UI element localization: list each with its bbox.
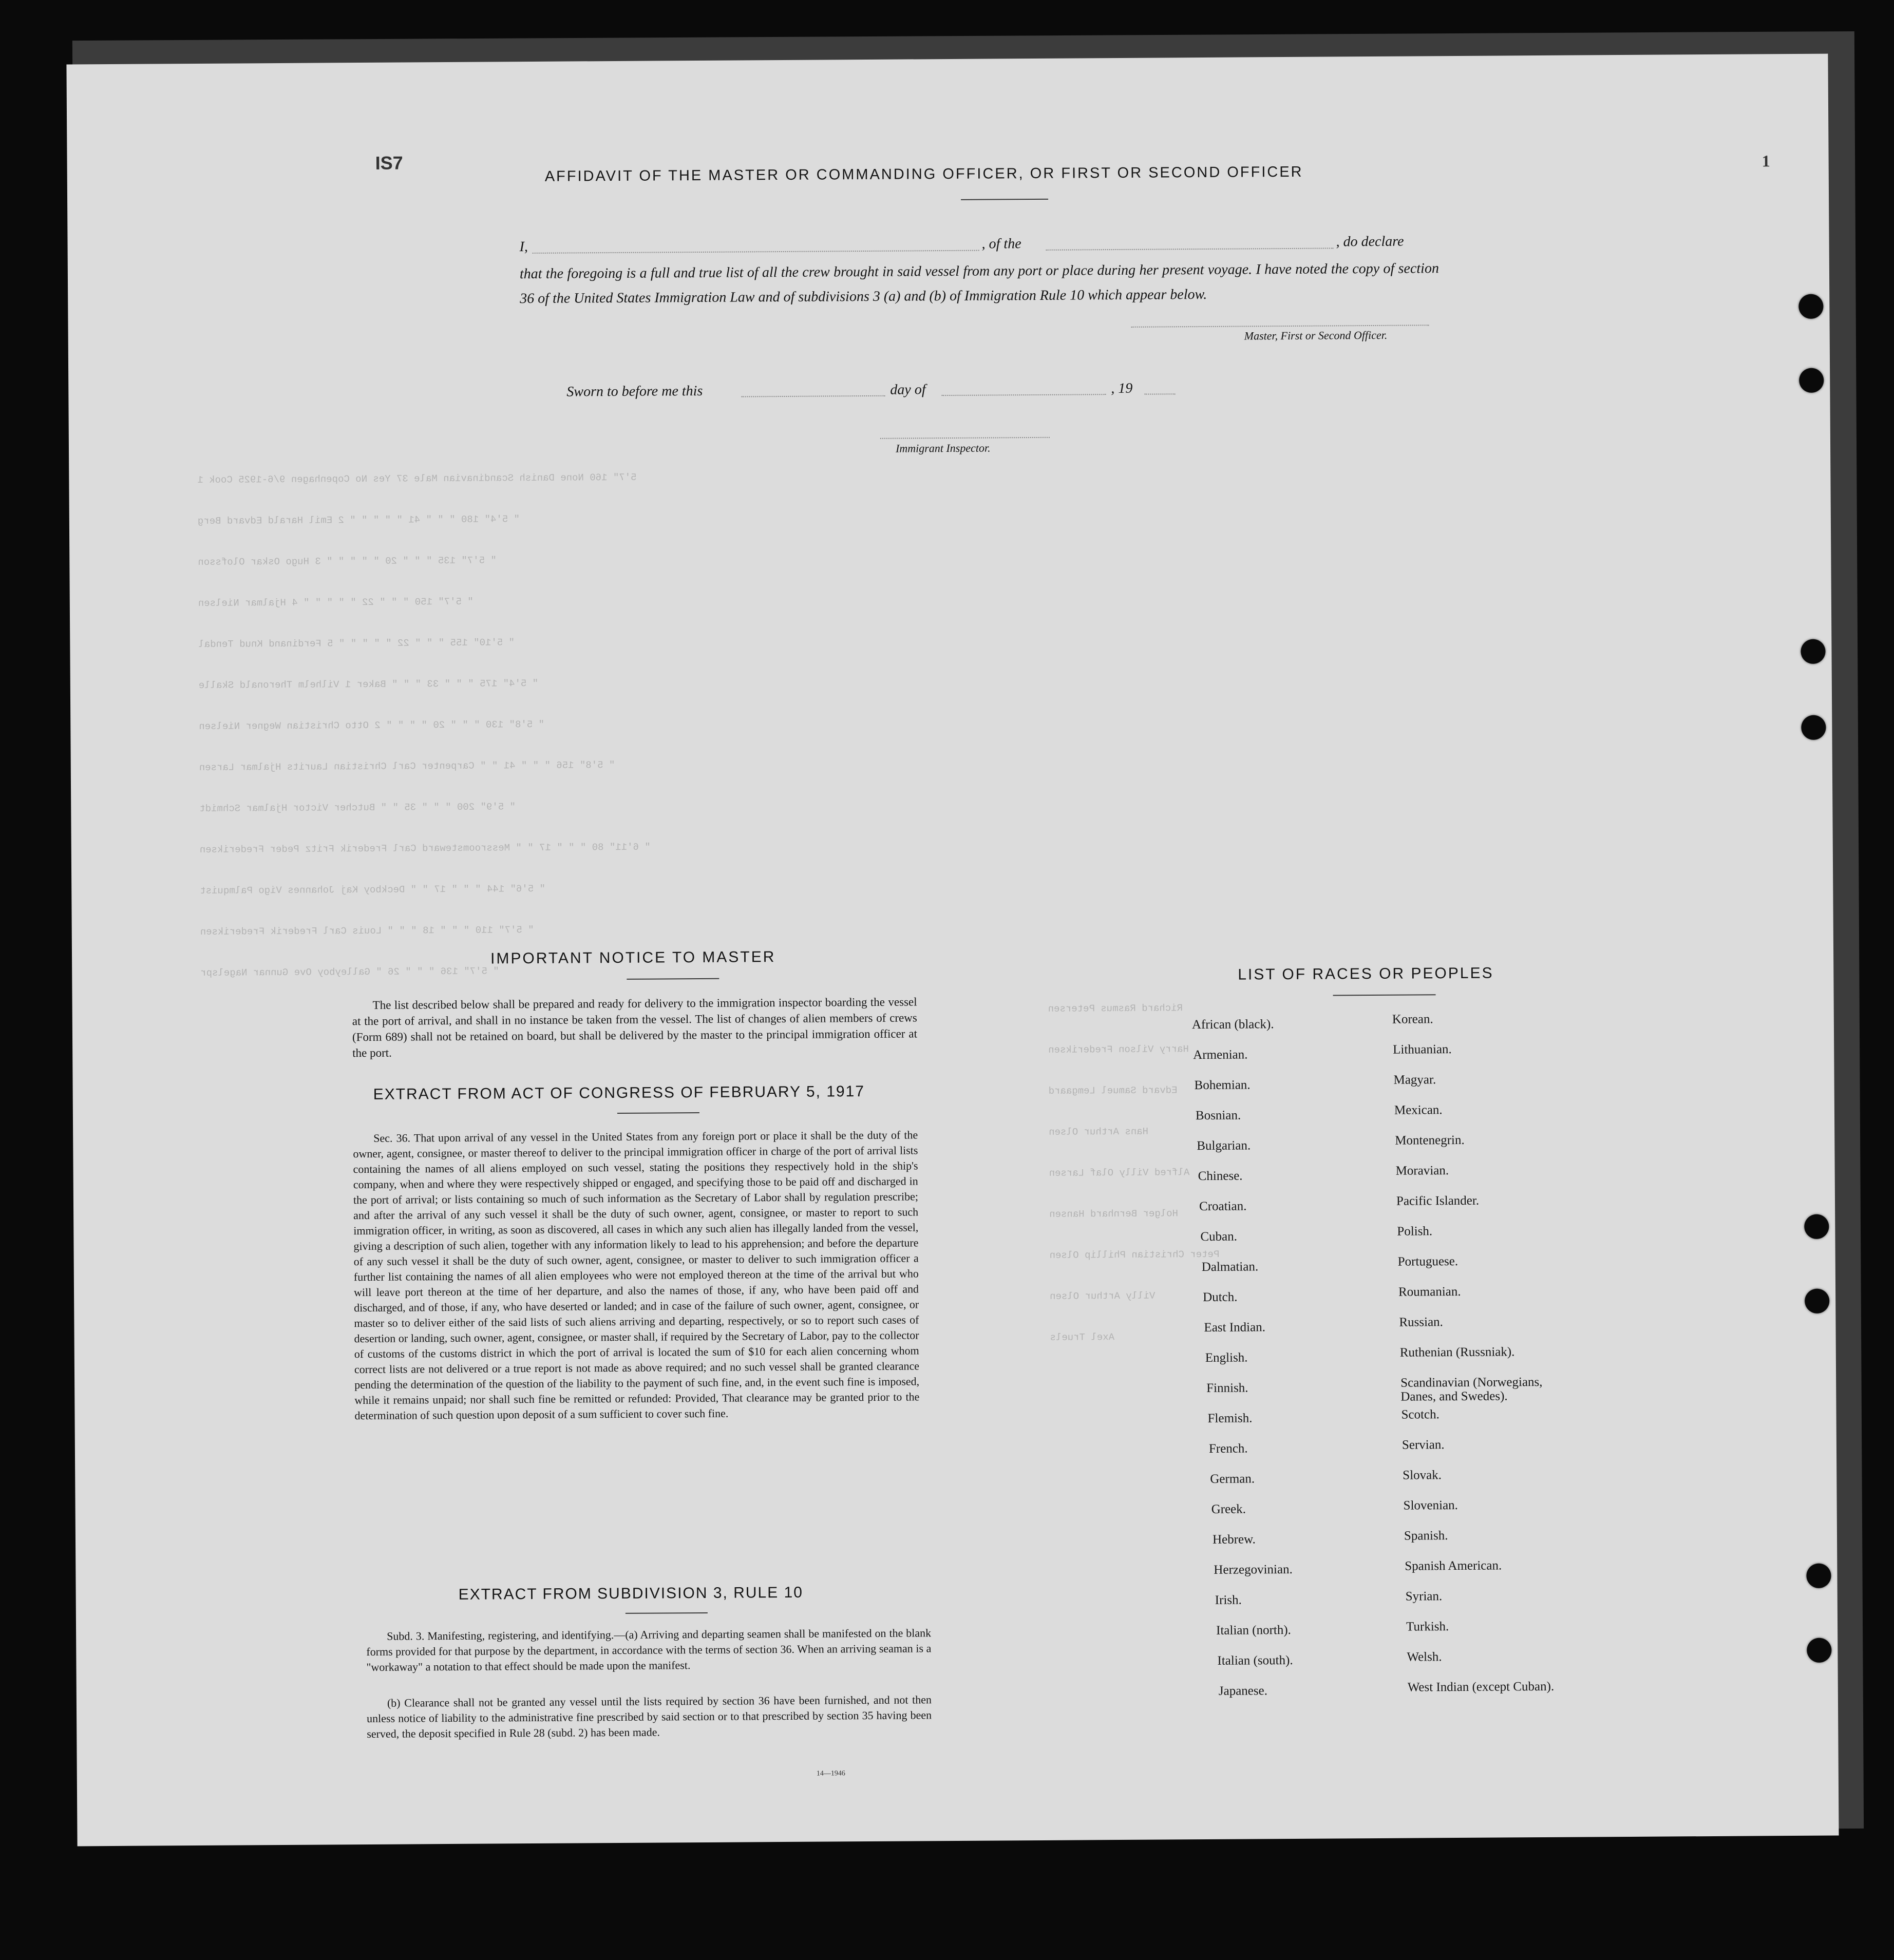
race-item: Bohemian. — [1194, 1078, 1251, 1093]
rule-extract-title: EXTRACT FROM SUBDIVISION 3, RULE 10 — [458, 1584, 803, 1603]
punch-hole — [1807, 1638, 1831, 1663]
affidavit-body: that the foregoing is a full and true list of all the crew brought in said vessel from any port or place during her present voyage. I have noted the copy of section 36 of the United States Immigration Law and of subdivisions 3 (a) and (b) of Immigration Rule 10 which appear below. — [519, 260, 1440, 307]
race-item: Armenian. — [1193, 1048, 1248, 1062]
race-item: Italian (north). — [1216, 1623, 1291, 1638]
year-prefix: , 19 — [1111, 380, 1133, 397]
race-item: Spanish American. — [1405, 1558, 1502, 1573]
race-item: German. — [1210, 1472, 1255, 1486]
race-item: Magyar. — [1393, 1073, 1436, 1087]
signature-label: Master, First or Second Officer. — [1244, 328, 1388, 342]
punch-hole — [1801, 639, 1825, 664]
race-item: Italian (south). — [1217, 1653, 1293, 1668]
form-number: 14—1946 — [816, 1769, 845, 1778]
race-item: Lithuanian. — [1393, 1042, 1452, 1057]
affidavit-of-the: , of the — [981, 236, 1021, 252]
race-item: Chinese. — [1198, 1169, 1243, 1184]
race-item: Finnish. — [1206, 1381, 1248, 1395]
race-item: Slovak. — [1403, 1468, 1442, 1482]
rule-extract-para-a: Subd. 3. Manifesting, registering, and identifying.—(a) Arriving and departing seamen shall be manifested on the blank forms provided for that purpose by the department, in accordance with the terms of section 36. When an arriving seaman is a "workaway" a notation to that effect should be made upon the manifest. — [366, 1626, 932, 1673]
race-item: Russian. — [1399, 1315, 1443, 1329]
sworn-day-blank[interactable] — [741, 395, 885, 397]
notice-body: The list described below shall be prepared and ready for delivery to the immigration inspector boarding the vessel at the port of arrival, and shall in no instance be taken from the vessel. The list of changes of alien members of crews (Form 689) shall not be retained on board, but shall be delivered by the master to the principal immigration officer at the port. — [352, 995, 918, 1060]
inspector-blank[interactable] — [880, 437, 1050, 439]
race-item: French. — [1208, 1441, 1248, 1456]
notice-title-rule — [627, 978, 719, 980]
race-item: Mexican. — [1394, 1103, 1443, 1117]
signature-blank[interactable] — [1131, 325, 1429, 328]
affidavit-title-rule — [961, 199, 1048, 200]
day-of-label: day of — [890, 382, 926, 398]
punch-hole — [1806, 1564, 1831, 1588]
vessel-blank[interactable] — [1046, 248, 1334, 250]
act-extract-title: EXTRACT FROM ACT OF CONGRESS OF FEBRUARY 5, 1917 — [373, 1083, 865, 1103]
race-item: Portuguese. — [1397, 1254, 1459, 1269]
punch-hole — [1801, 715, 1826, 740]
race-item: West Indian (except Cuban). — [1407, 1679, 1555, 1695]
race-item: Roumanian. — [1398, 1284, 1461, 1299]
act-extract-body: Sec. 36. That upon arrival of any vessel in the United States from any foreign port or place it shall be the duty of the owner, agent, consignee, or master thereof to deliver to the principal immigration officer in charge of the port of arrival lists containing the names of all aliens employed on such vessel, stating the positions they respectively hold in the ship's company, when and where they were respectively shipped or engaged, and specifying those to be paid off and discharged in the port of arrival; or lists containing so much of such information as the Secretary of Labor shall by regulation prescribe; and after the arrival of any such vessel it shall be the duty of such owner, agent, consignee, or master to report to such immigration officer, in writing, as soon as discovered, all cases in which any such alien has illegally landed from the vessel, giving a description of such alien, together with any information likely to lead to his apprehension; and before the departure of any such vessel it shall be the duty of such owner, agent, consignee, or master to deliver to such immigration officer a further list containing the names of all alien employees who were not employed thereon at the time of the arrival but who will leave port thereon at the time of her departure, and also the names of those, if any, who have been paid off and discharged, and of those, if any, who have deserted or landed; and in case of the failure of such owner, agent, consignee, or master so to deliver either of the said lists of such aliens arriving and departing, respectively, or so to report such cases of desertion or landing, such owner, agent, consignee, or master shall, if required by the Secretary of Labor, pay to the collector of customs of the customs district in which the port of arrival is located the sum of $10 for each alien concerning whom correct lists are not delivered or a true report is not made as above required; and no such vessel shall be granted clearance pending the determination of the question of the liability to the payment of such fine, and, in the event such fine is imposed, while it remains unpaid; nor shall such fine be remitted or refunded: Provided, That clearance may be granted prior to the determination of such question upon deposit of a sum sufficient to cover such fine. — [353, 1128, 920, 1422]
inspector-label: Immigrant Inspector. — [895, 441, 991, 455]
race-item: Servian. — [1401, 1438, 1445, 1452]
race-item: Polish. — [1397, 1224, 1433, 1239]
race-item: Hebrew. — [1212, 1532, 1256, 1547]
sworn-label: Sworn to before me this — [566, 383, 703, 400]
race-item: Flemish. — [1207, 1411, 1253, 1425]
race-item: Croatian. — [1199, 1199, 1247, 1214]
document-page — [66, 54, 1839, 1847]
punch-hole — [1805, 1289, 1829, 1314]
race-item: Korean. — [1392, 1012, 1433, 1026]
corner-mark: IS7 — [375, 152, 403, 174]
race-item: Syrian. — [1405, 1589, 1443, 1604]
race-item: Japanese. — [1218, 1684, 1268, 1698]
race-item: African (black). — [1191, 1017, 1274, 1032]
races-title-rule — [1333, 994, 1436, 996]
act-extract-title-rule — [617, 1112, 699, 1114]
races-title: LIST OF RACES OR PEOPLES — [1238, 964, 1494, 983]
punch-hole — [1798, 294, 1823, 319]
sworn-year-blank[interactable] — [1144, 393, 1175, 394]
rule-extract-para-b: (b) Clearance shall not be granted any vessel until the lists required by section 36 have been furnished, and not then unless notice of liability to the administrative fine prescribed by said section or to that prescribed by section 35 having been served, the deposit specified in Rule 28 (subd. 2) has been made. — [367, 1693, 932, 1740]
race-item: Greek. — [1211, 1502, 1246, 1516]
notice-title: IMPORTANT NOTICE TO MASTER — [490, 948, 776, 967]
race-item: Montenegrin. — [1395, 1133, 1465, 1148]
name-blank[interactable] — [533, 250, 979, 254]
race-item: Ruthenian (Russniak). — [1399, 1345, 1515, 1360]
race-item: Bulgarian. — [1197, 1138, 1251, 1153]
bleed-through-rows: 5'7" 160 None Danish Scandinavian Male 37 Yes No Copenhagen 9/6-1925 Cook 1 " 5'4" 180 " " " 41 " " " " " 2 Emil Harald Edvard Berg " 5'7" 135 " " " 20 " " " " " 3 Hugo Oskar Olofsson " 5'7" 150 " " " 22 " " " " " 4 Hjalmar Nielsen " 5'10" 155 " " " 22 " " " " " 5 Ferdinand Knud Tendal " 5'4" 175 " " " 33 " " " Baker 1 Vilhelm Theronald Skalle " 5'8" 130 " " " 20 " " " " 2 Otto Christian Wegner Nielsen " 5'8" 156 " " " 41 " " Carpenter Carl Christian Laurits Hjalmar Larsen " 5'9" 200 " " " 35 " " Butcher Victor Hjalmar Schmidt " 6'11" 80 " " " 17 " " Messroomsteward Carl Frederik Fritz Peder Frederiksen " 5'6" 144 " " " 17 " " Deckboy Kaj Johannes Vigo Palmquist " 5'7" 110 " " " 18 " " " Louis Carl Frederik Frederiksen " 5'7" 136 " " " 26 " Galleyboy Ove Gunnar Nagelspr Richard Rasmus Petersen Harry Vilson Frederiksen Edvard Samuel Lemgaard Hans Arthur Olsen Alfred Villy Olaf Larsen Holger Bernhard Hansen Peter Christian Phillip Olsen Villy Arthur Olsen Axel Truels — [197, 471, 1220, 1343]
race-item: Irish. — [1215, 1593, 1242, 1607]
punch-hole — [1804, 1214, 1829, 1239]
race-item: Dutch. — [1203, 1290, 1238, 1305]
race-item: English. — [1205, 1350, 1248, 1365]
race-item: Spanish. — [1404, 1529, 1448, 1543]
affidavit-do-declare: , do declare — [1336, 233, 1404, 250]
race-item: Scotch. — [1401, 1407, 1440, 1422]
page-number: 1 — [1762, 151, 1770, 170]
affidavit-i: I, — [519, 239, 528, 255]
race-item: Pacific Islander. — [1396, 1193, 1480, 1208]
race-item: Dalmatian. — [1201, 1260, 1259, 1274]
race-item: East Indian. — [1204, 1320, 1266, 1335]
race-item: Welsh. — [1407, 1650, 1442, 1664]
affidavit-title: AFFIDAVIT OF THE MASTER OR COMMANDING OFFICER, OR FIRST OR SECOND OFFICER — [544, 163, 1303, 185]
race-item: Slovenian. — [1403, 1498, 1458, 1513]
race-item: Bosnian. — [1195, 1108, 1241, 1123]
rule-extract-title-rule — [626, 1612, 708, 1614]
race-item: Turkish. — [1406, 1620, 1449, 1634]
race-item: Cuban. — [1200, 1229, 1238, 1244]
punch-hole — [1799, 368, 1824, 393]
race-item: Scandinavian (Norwegians, Danes, and Swedes). — [1400, 1375, 1543, 1404]
race-item: Herzegovinian. — [1214, 1562, 1293, 1577]
sworn-month-blank[interactable] — [941, 394, 1106, 396]
race-item: Moravian. — [1395, 1164, 1449, 1178]
